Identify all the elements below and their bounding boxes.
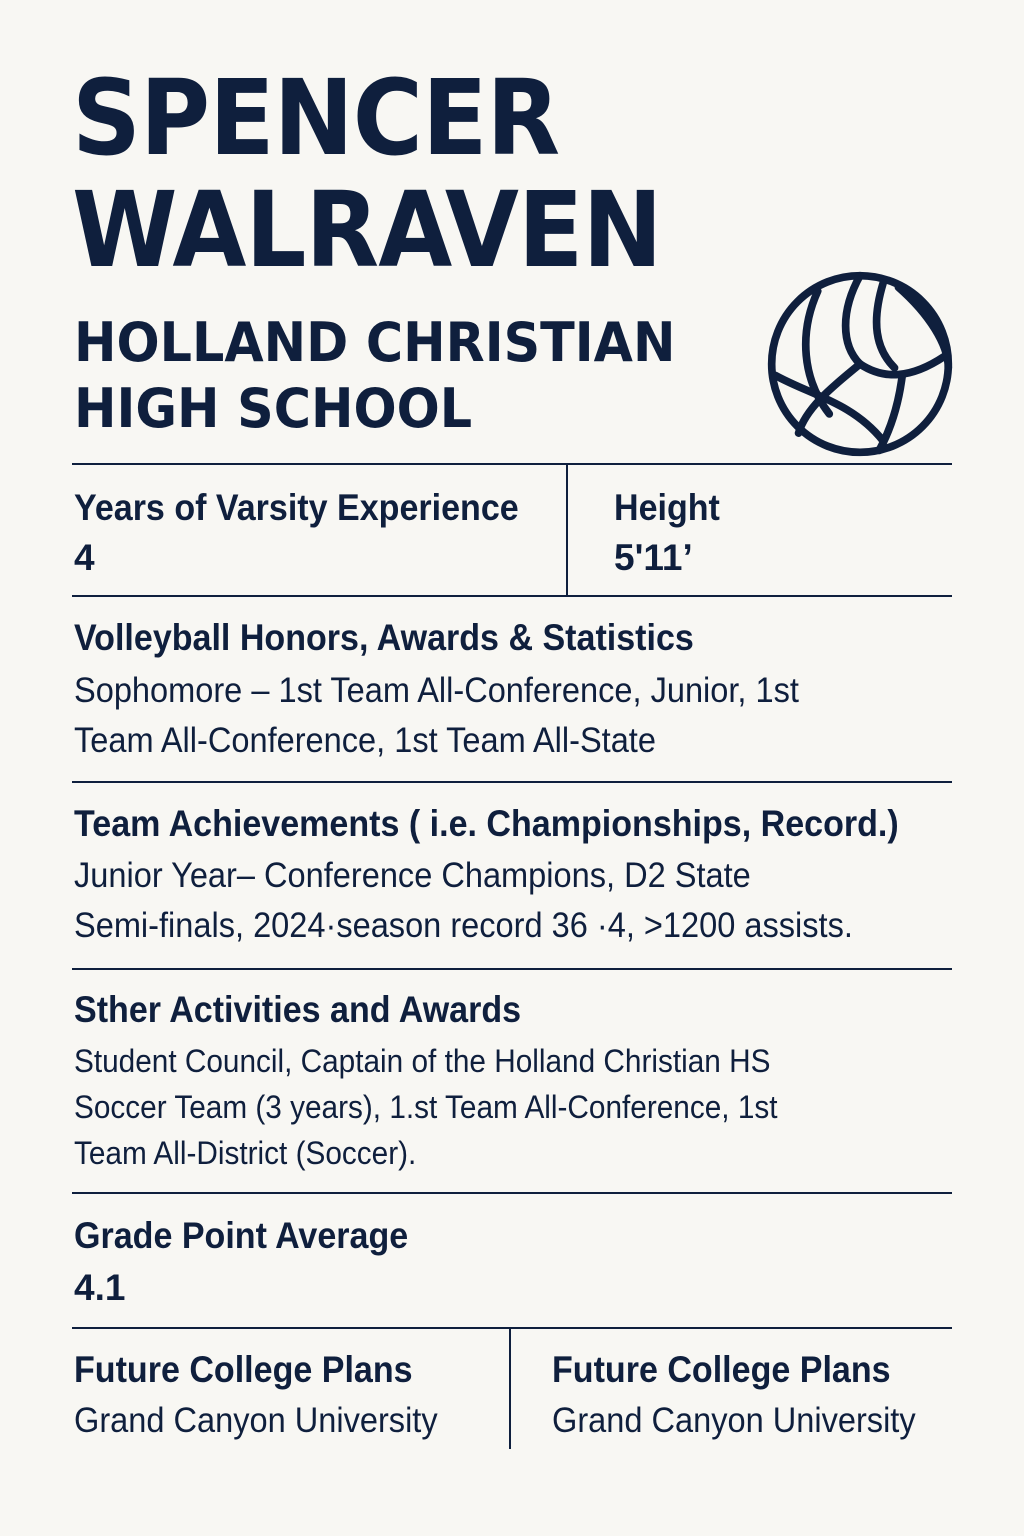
divider — [72, 968, 952, 970]
school-line-1: HOLLAND CHRISTIAN — [74, 311, 676, 374]
gpa-value: 4.1 — [74, 1267, 126, 1308]
activities-text — [74, 1038, 778, 1176]
column-divider — [566, 465, 568, 595]
honors-label: Volleyball Honors, Awards & Statistics — [74, 617, 694, 658]
team-text — [74, 851, 853, 951]
experience-label: Years of Varsity Experience — [74, 487, 519, 528]
college-plans-label-2: Future College Plans — [552, 1349, 891, 1390]
honors-line-2: Team All-Conference, 1st Team All-State — [74, 721, 656, 760]
team-label: Team Achievements ( i.e. Championships, Record.) — [74, 803, 899, 844]
team-line-1: Junior Year– Conference Champions, D2 State — [74, 856, 751, 895]
divider — [72, 463, 952, 465]
column-divider — [509, 1329, 511, 1449]
team-line-2: Semi-finals, 2024·season record 36 ·4, >1200 assists. — [74, 906, 853, 945]
divider — [72, 781, 952, 783]
honors-line-1: Sophomore – 1st Team All-Conference, Junior, 1st — [74, 671, 799, 710]
divider — [72, 595, 952, 597]
athlete-name — [72, 57, 662, 291]
school-line-2: HIGH SCHOOL — [74, 377, 473, 440]
volleyball-icon — [764, 268, 956, 460]
school-name — [74, 310, 675, 442]
honors-text — [74, 666, 799, 766]
activities-line-1: Student Council, Captain of the Holland Christian HS — [74, 1043, 771, 1079]
activities-line-3: Team All-District (Soccer). — [74, 1135, 417, 1171]
divider — [72, 1192, 952, 1194]
college-plans-value: Grand Canyon University — [74, 1401, 438, 1440]
height-value: 5'11’ — [614, 537, 693, 578]
gpa-label: Grade Point Average — [74, 1215, 409, 1256]
activities-label: Sther Activities and Awards — [74, 989, 522, 1030]
college-plans-label: Future College Plans — [74, 1349, 413, 1390]
last-name: WALRAVEN — [72, 169, 662, 291]
divider — [72, 1327, 952, 1329]
first-name: SPENCER — [72, 57, 560, 179]
college-plans-value-2: Grand Canyon University — [552, 1401, 916, 1440]
experience-value: 4 — [74, 537, 95, 578]
height-label: Height — [614, 487, 720, 528]
activities-line-2: Soccer Team (3 years), 1.st Team All-Conference, 1st — [74, 1089, 778, 1125]
